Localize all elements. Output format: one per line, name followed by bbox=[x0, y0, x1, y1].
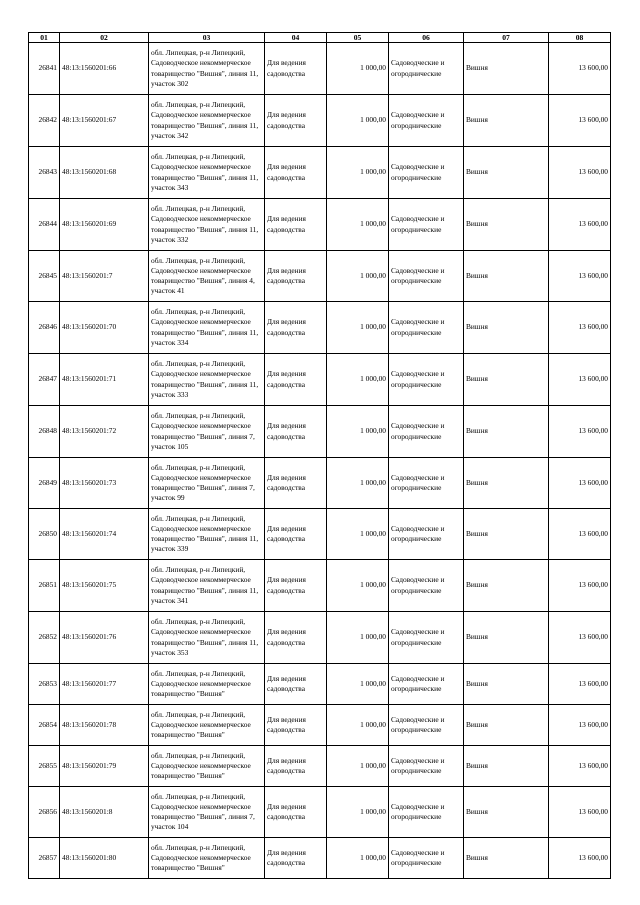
table-row bbox=[29, 705, 611, 746]
cadastral-number-cell: 48:13:1560201:76 bbox=[60, 612, 149, 664]
table-row bbox=[29, 251, 611, 302]
address-text: обл. Липецкая, р-н Липецкий, Садоводческое некоммерческое товарищество "Вишня", линия 11, участок 333 bbox=[151, 359, 259, 399]
land-category-cell: Садоводческие и огороднические bbox=[389, 95, 464, 147]
area-cell: 1 000,00 bbox=[327, 354, 389, 406]
owner-cell: Вишня bbox=[464, 147, 549, 199]
table-row bbox=[29, 509, 611, 560]
address-text: обл. Липецкая, р-н Липецкий, Садоводческое некоммерческое товарищество "Вишня", линия 7, участок 104 bbox=[151, 791, 255, 832]
cadastral-number-cell: 48:13:1560201:72 bbox=[60, 406, 149, 458]
cadastral-number-cell: 48:13:1560201:8 bbox=[60, 787, 149, 838]
permitted-use-cell: Для ведения садоводства bbox=[265, 612, 327, 664]
table-row bbox=[29, 354, 611, 406]
permitted-use-cell: Для ведения садоводства bbox=[265, 838, 327, 879]
row-number-cell: 26842 bbox=[29, 95, 60, 147]
table-row bbox=[29, 147, 611, 199]
column-header-05: 05 bbox=[327, 33, 389, 43]
header-row bbox=[29, 33, 611, 43]
cadastral-value-cell: 13 600,00 bbox=[549, 458, 611, 509]
table-row bbox=[29, 302, 611, 354]
table-row bbox=[29, 458, 611, 509]
column-header-02: 02 bbox=[60, 33, 149, 43]
permitted-use-cell: Для ведения садоводства bbox=[265, 664, 327, 705]
table-row bbox=[29, 612, 611, 664]
cadastral-number-cell: 48:13:1560201:75 bbox=[60, 560, 149, 612]
table-row bbox=[29, 406, 611, 458]
cadastral-number-cell: 48:13:1560201:73 bbox=[60, 458, 149, 509]
row-number-cell: 26853 bbox=[29, 664, 60, 705]
owner-cell: Вишня bbox=[464, 560, 549, 612]
row-number-cell: 26848 bbox=[29, 406, 60, 458]
address-cell bbox=[149, 199, 265, 251]
cadastral-value-cell: 13 600,00 bbox=[549, 43, 611, 95]
area-cell: 1 000,00 bbox=[327, 302, 389, 354]
table-row bbox=[29, 199, 611, 251]
land-category-cell: Садоводческие и огороднические bbox=[389, 199, 464, 251]
area-cell: 1 000,00 bbox=[327, 664, 389, 705]
address-cell bbox=[149, 458, 265, 509]
permitted-use-cell: Для ведения садоводства bbox=[265, 458, 327, 509]
owner-cell: Вишня bbox=[464, 251, 549, 302]
address-cell bbox=[149, 612, 265, 664]
row-number-cell: 26843 bbox=[29, 147, 60, 199]
cadastral-value-cell: 13 600,00 bbox=[549, 199, 611, 251]
row-number-cell: 26841 bbox=[29, 43, 60, 95]
land-category-cell: Садоводческие и огороднические bbox=[389, 838, 464, 879]
land-category-cell: Садоводческие и огороднические bbox=[389, 302, 464, 354]
column-header-01: 01 bbox=[29, 33, 60, 43]
row-number-cell: 26846 bbox=[29, 302, 60, 354]
land-category-cell: Садоводческие и огороднические bbox=[389, 560, 464, 612]
cadastral-value-cell: 13 600,00 bbox=[549, 705, 611, 746]
address-cell bbox=[149, 509, 265, 560]
column-header-04: 04 bbox=[265, 33, 327, 43]
cadastral-value-cell: 13 600,00 bbox=[549, 787, 611, 838]
land-category-cell: Садоводческие и огороднические bbox=[389, 746, 464, 787]
address-text: обл. Липецкая, р-н Липецкий, Садоводческое некоммерческое товарищество "Вишня", линия 11, участок 341 bbox=[151, 565, 259, 605]
cadastral-value-cell: 13 600,00 bbox=[549, 95, 611, 147]
address-text: обл. Липецкая, р-н Липецкий, Садоводческое некоммерческое товарищество "Вишня", линия 11, участок 353 bbox=[151, 617, 259, 657]
permitted-use-cell: Для ведения садоводства bbox=[265, 43, 327, 95]
owner-cell: Вишня bbox=[464, 612, 549, 664]
column-header-03: 03 bbox=[149, 33, 265, 43]
permitted-use-cell: Для ведения садоводства bbox=[265, 746, 327, 787]
cadastral-value-cell: 13 600,00 bbox=[549, 612, 611, 664]
cadastral-number-cell: 48:13:1560201:66 bbox=[60, 43, 149, 95]
owner-cell: Вишня bbox=[464, 406, 549, 458]
row-number-cell: 26852 bbox=[29, 612, 60, 664]
cadastral-value-cell: 13 600,00 bbox=[549, 302, 611, 354]
owner-cell: Вишня bbox=[464, 302, 549, 354]
area-cell: 1 000,00 bbox=[327, 458, 389, 509]
address-cell bbox=[149, 705, 265, 746]
area-cell: 1 000,00 bbox=[327, 509, 389, 560]
cadastral-number-cell: 48:13:1560201:68 bbox=[60, 147, 149, 199]
table-body bbox=[29, 43, 611, 879]
address-text: обл. Липецкая, р-н Липецкий, Садоводческое некоммерческое товарищество "Вишня" bbox=[151, 668, 251, 699]
cadastral-number-cell: 48:13:1560201:67 bbox=[60, 95, 149, 147]
cadastral-value-cell: 13 600,00 bbox=[549, 664, 611, 705]
owner-cell: Вишня bbox=[464, 43, 549, 95]
column-header-06: 06 bbox=[389, 33, 464, 43]
address-text: обл. Липецкая, р-н Липецкий, Садоводческое некоммерческое товарищество "Вишня" bbox=[151, 750, 251, 781]
address-text: обл. Липецкая, р-н Липецкий, Садоводческое некоммерческое товарищество "Вишня", линия 11, участок 343 bbox=[151, 152, 259, 192]
address-text: обл. Липецкая, р-н Липецкий, Садоводческое некоммерческое товарищество "Вишня", линия 11, участок 332 bbox=[151, 204, 259, 244]
register-sheet bbox=[28, 32, 610, 879]
address-cell bbox=[149, 251, 265, 302]
table-row bbox=[29, 664, 611, 705]
permitted-use-cell: Для ведения садоводства bbox=[265, 509, 327, 560]
cadastral-number-cell: 48:13:1560201:80 bbox=[60, 838, 149, 879]
row-number-cell: 26854 bbox=[29, 705, 60, 746]
area-cell: 1 000,00 bbox=[327, 199, 389, 251]
cadastral-value-cell: 13 600,00 bbox=[549, 560, 611, 612]
table-row bbox=[29, 787, 611, 838]
area-cell: 1 000,00 bbox=[327, 43, 389, 95]
address-text: обл. Липецкая, р-н Липецкий, Садоводческое некоммерческое товарищество "Вишня", линия 11, участок 334 bbox=[151, 307, 259, 347]
address-text: обл. Липецкая, р-н Липецкий, Садоводческое некоммерческое товарищество "Вишня", линия 4, участок 41 bbox=[151, 255, 255, 296]
permitted-use-cell: Для ведения садоводства bbox=[265, 705, 327, 746]
area-cell: 1 000,00 bbox=[327, 705, 389, 746]
address-cell bbox=[149, 147, 265, 199]
permitted-use-cell: Для ведения садоводства bbox=[265, 199, 327, 251]
address-cell bbox=[149, 95, 265, 147]
land-category-cell: Садоводческие и огороднические bbox=[389, 147, 464, 199]
cadastral-value-cell: 13 600,00 bbox=[549, 509, 611, 560]
land-category-cell: Садоводческие и огороднические bbox=[389, 612, 464, 664]
land-category-cell: Садоводческие и огороднические bbox=[389, 354, 464, 406]
address-text: обл. Липецкая, р-н Липецкий, Садоводческое некоммерческое товарищество "Вишня", линия 11, участок 302 bbox=[151, 48, 259, 88]
column-header-08: 08 bbox=[549, 33, 611, 43]
cadastral-value-cell: 13 600,00 bbox=[549, 838, 611, 879]
cadastral-number-cell: 48:13:1560201:70 bbox=[60, 302, 149, 354]
owner-cell: Вишня bbox=[464, 787, 549, 838]
table-row bbox=[29, 838, 611, 879]
address-text: обл. Липецкая, р-н Липецкий, Садоводческое некоммерческое товарищество "Вишня", линия 11, участок 342 bbox=[151, 100, 259, 140]
land-category-cell: Садоводческие и огороднические bbox=[389, 251, 464, 302]
area-cell: 1 000,00 bbox=[327, 251, 389, 302]
cadastral-value-cell: 13 600,00 bbox=[549, 354, 611, 406]
table-row bbox=[29, 560, 611, 612]
permitted-use-cell: Для ведения садоводства bbox=[265, 560, 327, 612]
address-cell bbox=[149, 664, 265, 705]
cadastral-number-cell: 48:13:1560201:74 bbox=[60, 509, 149, 560]
cadastral-number-cell: 48:13:1560201:79 bbox=[60, 746, 149, 787]
row-number-cell: 26845 bbox=[29, 251, 60, 302]
cadastral-number-cell: 48:13:1560201:78 bbox=[60, 705, 149, 746]
owner-cell: Вишня bbox=[464, 705, 549, 746]
owner-cell: Вишня bbox=[464, 95, 549, 147]
owner-cell: Вишня bbox=[464, 458, 549, 509]
address-cell bbox=[149, 787, 265, 838]
address-cell bbox=[149, 746, 265, 787]
land-category-cell: Садоводческие и огороднические bbox=[389, 406, 464, 458]
cadastral-number-cell: 48:13:1560201:69 bbox=[60, 199, 149, 251]
land-category-cell: Садоводческие и огороднические bbox=[389, 43, 464, 95]
row-number-cell: 26849 bbox=[29, 458, 60, 509]
row-number-cell: 26847 bbox=[29, 354, 60, 406]
area-cell: 1 000,00 bbox=[327, 147, 389, 199]
column-header-07: 07 bbox=[464, 33, 549, 43]
address-cell bbox=[149, 43, 265, 95]
address-text: обл. Липецкая, р-н Липецкий, Садоводческое некоммерческое товарищество "Вишня" bbox=[151, 842, 251, 873]
row-number-cell: 26856 bbox=[29, 787, 60, 838]
area-cell: 1 000,00 bbox=[327, 406, 389, 458]
cadastral-register-table bbox=[28, 32, 611, 879]
owner-cell: Вишня bbox=[464, 509, 549, 560]
land-category-cell: Садоводческие и огороднические bbox=[389, 664, 464, 705]
row-number-cell: 26851 bbox=[29, 560, 60, 612]
address-cell bbox=[149, 302, 265, 354]
permitted-use-cell: Для ведения садоводства bbox=[265, 354, 327, 406]
permitted-use-cell: Для ведения садоводства bbox=[265, 787, 327, 838]
address-text: обл. Липецкая, р-н Липецкий, Садоводческое некоммерческое товарищество "Вишня", линия 7, участок 105 bbox=[151, 411, 255, 451]
address-text: обл. Липецкая, р-н Липецкий, Садоводческое некоммерческое товарищество "Вишня", линия 7, участок 99 bbox=[151, 462, 255, 503]
land-category-cell: Садоводческие и огороднические bbox=[389, 705, 464, 746]
cadastral-value-cell: 13 600,00 bbox=[549, 147, 611, 199]
address-cell bbox=[149, 406, 265, 458]
area-cell: 1 000,00 bbox=[327, 787, 389, 838]
permitted-use-cell: Для ведения садоводства bbox=[265, 406, 327, 458]
address-cell bbox=[149, 354, 265, 406]
owner-cell: Вишня bbox=[464, 199, 549, 251]
table-row bbox=[29, 746, 611, 787]
address-text: обл. Липецкая, р-н Липецкий, Садоводческое некоммерческое товарищество "Вишня" bbox=[151, 709, 251, 740]
permitted-use-cell: Для ведения садоводства bbox=[265, 95, 327, 147]
cadastral-number-cell: 48:13:1560201:7 bbox=[60, 251, 149, 302]
permitted-use-cell: Для ведения садоводства bbox=[265, 302, 327, 354]
address-cell bbox=[149, 838, 265, 879]
cadastral-value-cell: 13 600,00 bbox=[549, 251, 611, 302]
address-cell bbox=[149, 560, 265, 612]
table-row bbox=[29, 43, 611, 95]
cadastral-value-cell: 13 600,00 bbox=[549, 406, 611, 458]
land-category-cell: Садоводческие и огороднические bbox=[389, 787, 464, 838]
area-cell: 1 000,00 bbox=[327, 612, 389, 664]
area-cell: 1 000,00 bbox=[327, 95, 389, 147]
area-cell: 1 000,00 bbox=[327, 746, 389, 787]
permitted-use-cell: Для ведения садоводства bbox=[265, 147, 327, 199]
owner-cell: Вишня bbox=[464, 746, 549, 787]
area-cell: 1 000,00 bbox=[327, 838, 389, 879]
land-category-cell: Садоводческие и огороднические bbox=[389, 458, 464, 509]
cadastral-number-cell: 48:13:1560201:71 bbox=[60, 354, 149, 406]
row-number-cell: 26844 bbox=[29, 199, 60, 251]
cadastral-value-cell: 13 600,00 bbox=[549, 746, 611, 787]
row-number-cell: 26857 bbox=[29, 838, 60, 879]
owner-cell: Вишня bbox=[464, 838, 549, 879]
area-cell: 1 000,00 bbox=[327, 560, 389, 612]
permitted-use-cell: Для ведения садоводства bbox=[265, 251, 327, 302]
address-text: обл. Липецкая, р-н Липецкий, Садоводческое некоммерческое товарищество "Вишня", линия 11, участок 339 bbox=[151, 513, 259, 554]
cadastral-number-cell: 48:13:1560201:77 bbox=[60, 664, 149, 705]
owner-cell: Вишня bbox=[464, 664, 549, 705]
owner-cell: Вишня bbox=[464, 354, 549, 406]
land-category-cell: Садоводческие и огороднические bbox=[389, 509, 464, 560]
table-row bbox=[29, 95, 611, 147]
row-number-cell: 26850 bbox=[29, 509, 60, 560]
row-number-cell: 26855 bbox=[29, 746, 60, 787]
